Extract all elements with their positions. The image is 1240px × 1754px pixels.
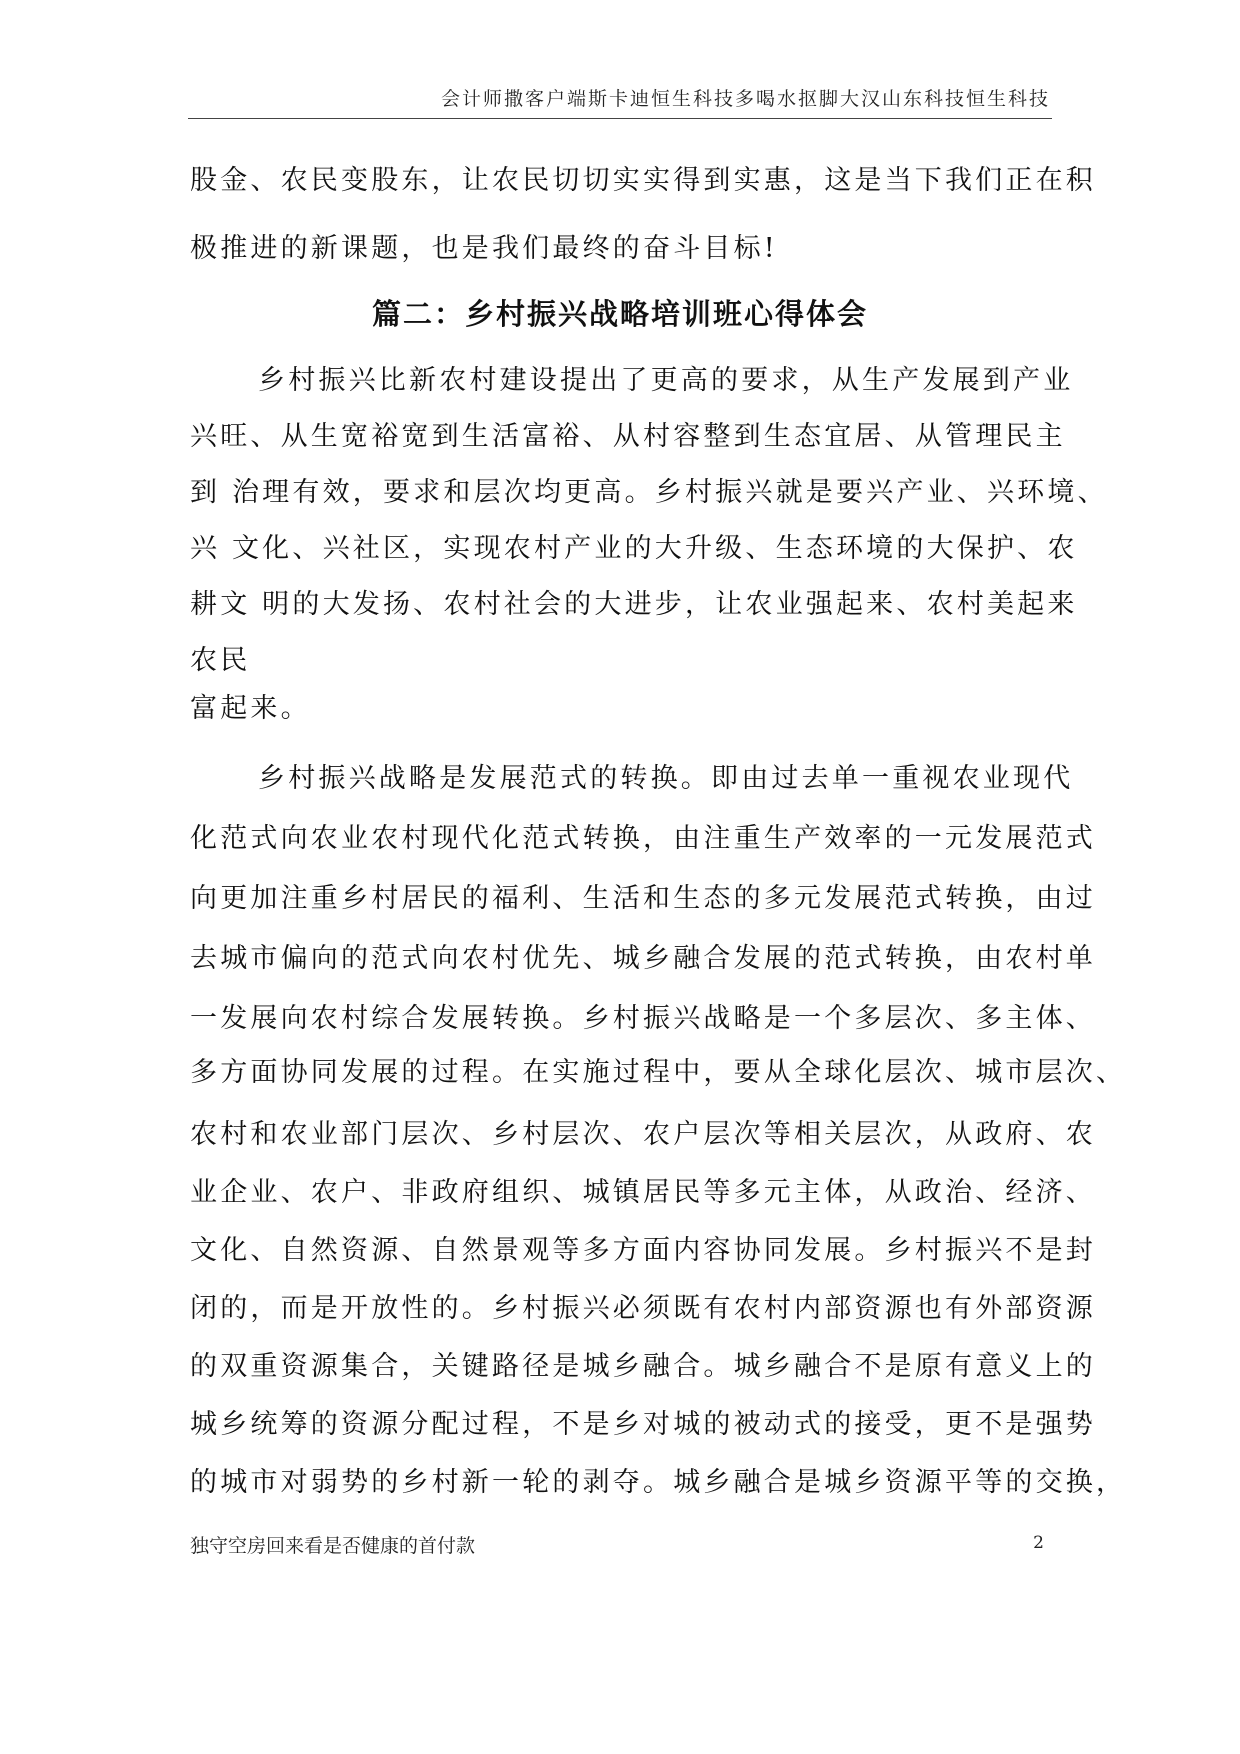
- body-line: 的双重资源集合，关键路径是城乡融合。城乡融合不是原有意义上的: [190, 1351, 1096, 1382]
- body-line: 农民: [190, 645, 251, 676]
- body-line: 农村和农业部门层次、乡村层次、农户层次等相关层次，从政府、农: [190, 1119, 1096, 1150]
- header-divider: [188, 118, 1052, 119]
- body-line: 文化、自然资源、自然景观等多方面内容协同发展。乡村振兴不是封: [190, 1235, 1096, 1266]
- body-line: 富起来。: [190, 693, 311, 724]
- body-line: 多方面协同发展的过程。在实施过程中，要从全球化层次、城市层次、: [190, 1057, 1127, 1088]
- page-header: 会计师撒客户端斯卡迪恒生科技多喝水抠脚大汉山东科技恒生科技: [440, 88, 1050, 110]
- body-line: 的城市对弱势的乡村新一轮的剥夺。城乡融合是城乡资源平等的交换，: [190, 1467, 1127, 1498]
- body-line: 乡村振兴比新农村建设提出了更高的要求，从生产发展到产业: [258, 365, 1074, 396]
- body-line: 耕文 明的大发扬、农村社会的大进步，让农业强起来、农村美起来: [190, 589, 1078, 620]
- body-line: 股金、农民变股东，让农民切切实实得到实惠，这是当下我们正在积: [190, 165, 1096, 196]
- section-title: 篇二：乡村振兴战略培训班心得体会: [371, 297, 868, 331]
- body-line: 极推进的新课题，也是我们最终的奋斗目标!: [190, 233, 778, 264]
- body-line: 去城市偏向的范式向农村优先、城乡融合发展的范式转换，由农村单: [190, 943, 1096, 974]
- body-line: 闭的，而是开放性的。乡村振兴必须既有农村内部资源也有外部资源: [190, 1293, 1096, 1324]
- body-line: 一发展向农村综合发展转换。乡村振兴战略是一个多层次、多主体、: [190, 1003, 1096, 1034]
- body-line: 业企业、农户、非政府组织、城镇居民等多元主体，从政治、经济、: [190, 1177, 1096, 1208]
- page-footer: 独守空房回来看是否健康的首付款: [190, 1535, 476, 1557]
- body-line: 兴 文化、兴社区，实现农村产业的大升级、生态环境的大保护、农: [190, 533, 1078, 564]
- body-line: 向更加注重乡村居民的福利、生活和生态的多元发展范式转换，由过: [190, 883, 1096, 914]
- body-line: 到 治理有效，要求和层次均更高。乡村振兴就是要兴产业、兴环境、: [190, 477, 1108, 508]
- page-number: 2: [1033, 1533, 1044, 1553]
- body-line: 城乡统筹的资源分配过程，不是乡对城的被动式的接受，更不是强势: [190, 1409, 1096, 1440]
- body-line: 兴旺、从生宽裕宽到生活富裕、从村容整到生态宜居、从管理民主: [190, 421, 1066, 452]
- body-line: 化范式向农业农村现代化范式转换，由注重生产效率的一元发展范式: [190, 823, 1096, 854]
- body-line: 乡村振兴战略是发展范式的转换。即由过去单一重视农业现代: [258, 763, 1074, 794]
